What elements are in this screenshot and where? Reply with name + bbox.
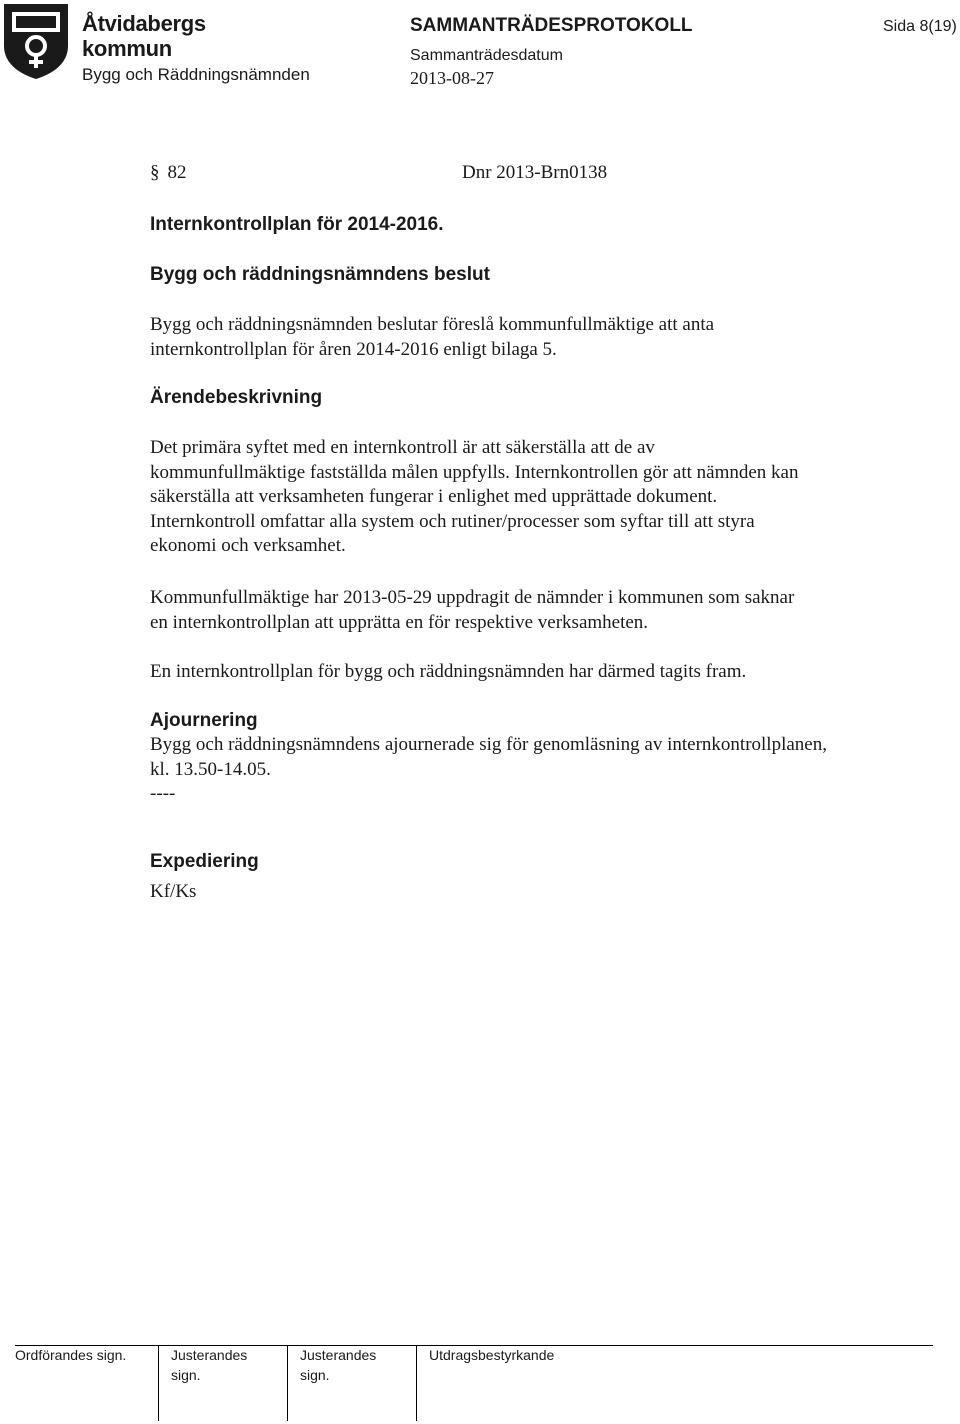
organization-name-line2: kommun: [82, 36, 172, 61]
adjuster2-signature-label-2: sign.: [300, 1367, 330, 1383]
decision-heading: Bygg och räddningsnämndens beslut: [150, 264, 490, 285]
paragraph-number: 82: [167, 162, 187, 183]
dispatch-heading: Expediering: [150, 851, 259, 872]
committee-name: Bygg och Räddningsnämnden: [82, 65, 310, 84]
organization-name: Åtvidabergs: [82, 11, 206, 36]
chair-signature-label: Ordförandes sign.: [15, 1347, 127, 1363]
excerpt-certification-label: Utdragsbestyrkande: [429, 1347, 555, 1363]
description-text: Det primära syftet med en internkontroll är att säkerställa att de av kommunfullmäktige fastställda målen uppfylls. Internkontrollen gör att nämnden kan säkerställa att verksamheten fungerar i enlighet med upprättade dokument. Internkontroll omfattar alla system och rutiner/processer som syftar till att styra ekonomi och verksamhet.: [150, 437, 799, 557]
adjuster-signature-box: [158, 1345, 287, 1421]
meeting-date-value: 2013-08-27: [410, 68, 494, 88]
plan-text: En internkontrollplan för bygg och räddningsnämnden har därmed tagits fram.: [150, 661, 747, 682]
document-title: Internkontrollplan för 2014-2016.: [150, 214, 444, 235]
document-type: SAMMANTRÄDESPROTOKOLL: [410, 15, 693, 36]
page-number: Sida 8(19): [883, 18, 957, 35]
excerpt-certification-box: [416, 1345, 616, 1421]
adjuster2-signature-label: Justerandes: [300, 1347, 377, 1363]
separator-dashes: ----: [150, 783, 176, 804]
adjournment-text: Bygg och räddningsnämndens ajournerade sig för genomläsning av internkontrollplanen, kl. 13.50-14.05.: [150, 734, 827, 780]
adjuster-signature-label: Justerandes: [171, 1347, 248, 1363]
paragraph-sign: §: [150, 162, 160, 183]
section-number: [150, 162, 187, 184]
adjuster-signature-box-2: [287, 1345, 416, 1421]
adjuster-signature-label-2: sign.: [171, 1367, 201, 1383]
dispatch-text: Kf/Ks: [150, 881, 197, 902]
meeting-date-label: Sammanträdesdatum: [410, 47, 563, 64]
decision-text: Bygg och räddningsnämnden beslutar föreslå kommunfullmäktige att anta internkontrollplan för åren 2014-2016 enligt bilaga 5.: [150, 314, 715, 360]
municipal-coat-of-arms-icon: [2, 2, 70, 80]
description-heading: Ärendebeskrivning: [150, 387, 323, 408]
chair-signature-box: [6, 1345, 158, 1421]
case-number: Dnr 2013-Brn0138: [462, 162, 608, 183]
assignment-text: Kommunfullmäktige har 2013-05-29 uppdragit de nämnder i kommunen som saknar en internkontrollplan att upprätta en för respektive verksamheten.: [150, 587, 795, 633]
adjournment-heading: Ajournering: [150, 710, 258, 731]
